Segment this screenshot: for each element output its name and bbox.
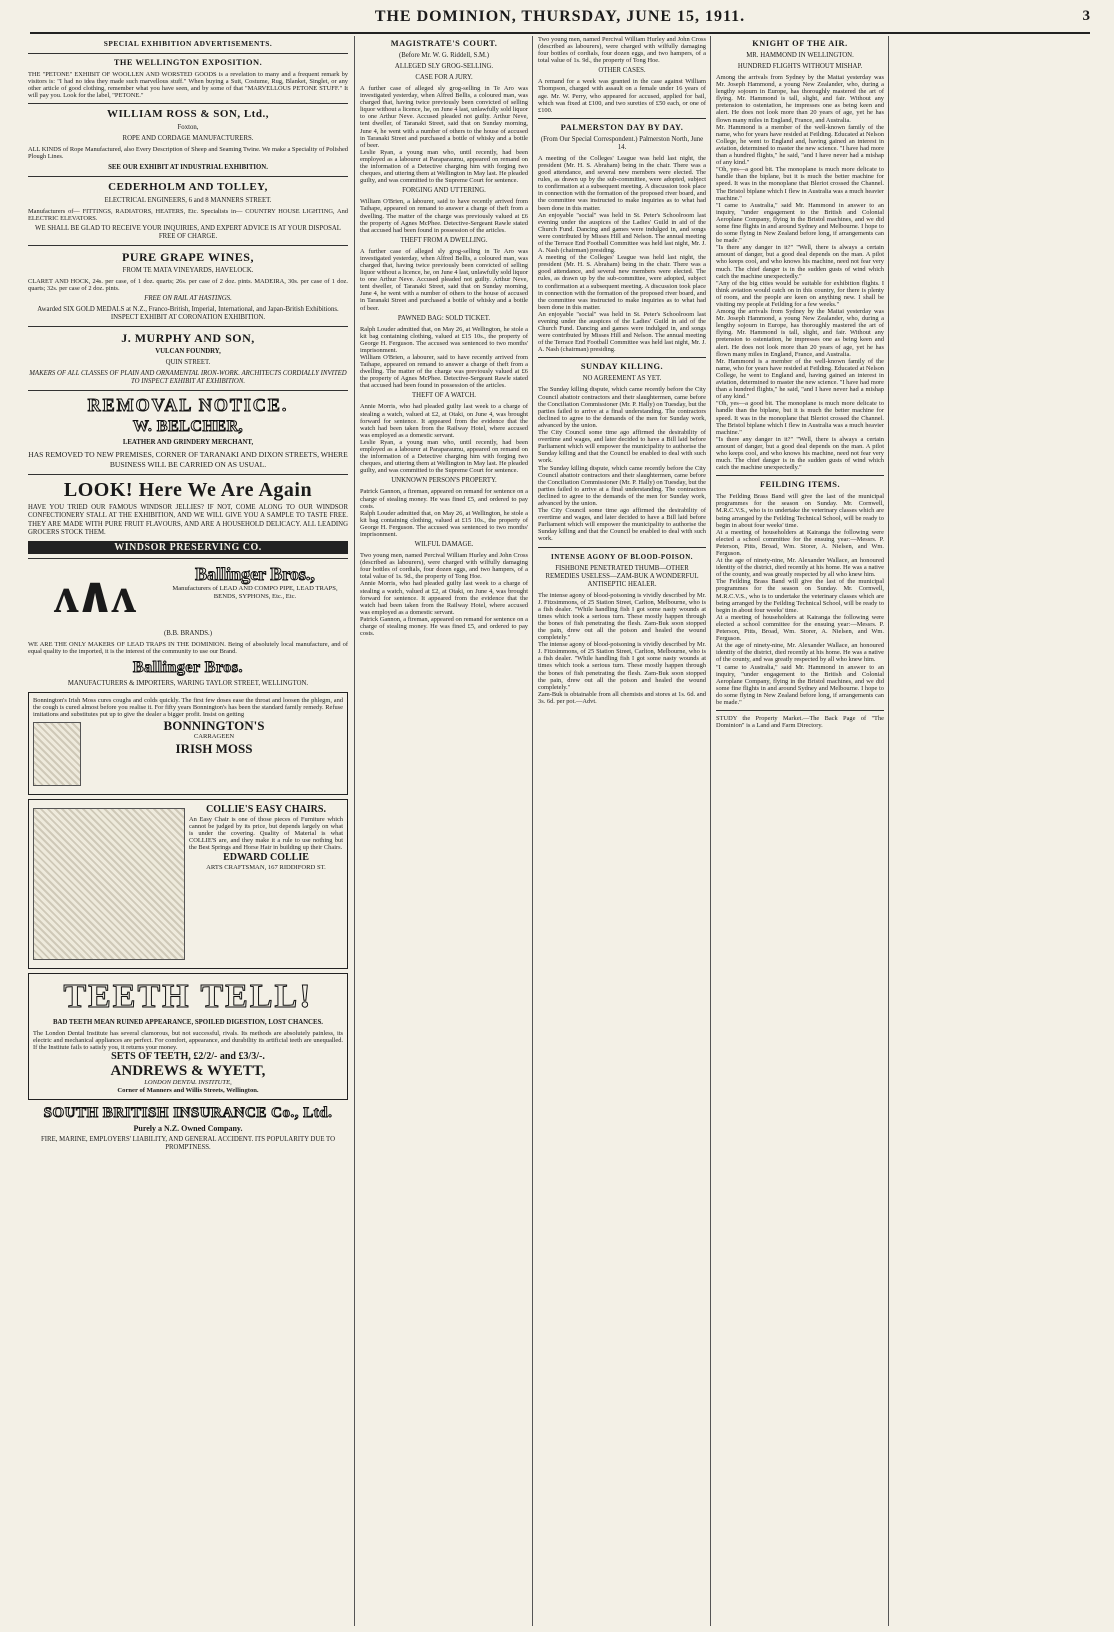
ballinger-body: Manufacturers of LEAD AND COMPO PIPE, LEAD TRAPS, BENDS, SYPHONS, Etc., Etc. bbox=[172, 584, 338, 600]
article-paragraph: At the age of ninety-nine, Mr. Alexander Wallace, an honoured identity of the district, died recently at his home. He was a native of the county, and was greatly respected by all who knew him. bbox=[716, 642, 884, 664]
grape-name: PURE GRAPE WINES, bbox=[122, 249, 254, 264]
murphy-body: MAKERS OF ALL CLASSES OF PLAIN AND ORNAMENTAL IRON-WORK. ARCHITECTS CORDIALLY INVITED TO INSPECT EXHIBIT AT EXHIBITION. bbox=[29, 369, 347, 385]
moss-name: BONNINGTON'S bbox=[163, 718, 265, 734]
article-paragraph: The Sunday killing dispute, which came recently before the City Council abattoir contractors and their slaughtermen, came before the Conciliation Commissioner (Mr. P. Hally) on Tuesday, but the parties failed to arrive at a final understanding. The contractors declined to agree to the demands of the men for Sunday work, advanced by the union. bbox=[538, 464, 706, 507]
moss-body: Bonnington's Irish Moss cures coughs and colds quickly. The first few doses ease the throat and loosen the phlegm, and the cough is cured almost before you realise it. For fifty years Bonnington's has been the standard family remedy. Refuse imitations and substitutes put up to give the dealer a bigger profit. Insist on getting bbox=[33, 696, 343, 718]
article-paragraph: Patrick Gannon, a fireman, appeared on remand for sentence on a charge of stealing money. He was fined £5, and ordered to pay costs. bbox=[360, 615, 528, 638]
cederholm-line: ELECTRICAL ENGINEERS, 6 and 8 MANNERS STREET. bbox=[104, 196, 272, 204]
article-paragraph: Leslie Ryan, a young man who, until recently, had been employed as a labourer at Paraparaumu, appeared on remand on the information of a Detective charging him with forging two cheques, and uttering them at Wellington in May last. He pleaded guilty, and was committed to the Supreme Court for sentence. bbox=[360, 148, 528, 185]
cederholm-body: Manufacturers of— FITTINGS, RADIATORS, HEATERS, Etc. Specialists in— COUNTRY HOUSE LIGHTING, And ELECTRIC ELEVATORS. bbox=[28, 207, 348, 222]
study-notice: STUDY the Property Market.—The Back Page of "The Dominion" is a Land and Farm Directory. bbox=[716, 715, 884, 730]
teeth-title: TEETH TELL! bbox=[63, 978, 313, 1016]
collie-title: COLLIE'S EASY CHAIRS. bbox=[206, 804, 326, 816]
belcher-body: HAS REMOVED TO NEW PREMISES, CORNER OF TARANAKI AND DIXON STREETS, WHERE BUSINESS WILL BE CARRIED ON AS USUAL. bbox=[28, 449, 348, 469]
masthead-title: THE DOMINION, THURSDAY, JUNE 15, 1911. bbox=[374, 8, 746, 25]
article-paragraph: "Any of the big cities would be suitable for exhibition flights. I think aviation would catch on in this country, for there is plenty of room, and the people are keen on anything new. I shall be visiting my people at Feilding for a few weeks." bbox=[716, 279, 884, 308]
article-paragraph: The intense agony of blood-poisoning is vividly described by Mr. J. Fitzsimmons, of 25 Station Street, Carlton, Melbourne, who is a fish dealer. "While handling fish I got some nasty wounds at times which took a serious turn. These mostly happen through the bones of fish penetrating the flesh. Zam-Buk soon stopped the pain, drew out all the poison and healed the wound completely." bbox=[538, 641, 706, 691]
article-paragraph: Patrick Gannon, a fireman, appeared on remand for sentence on a charge of stealing money. He was fined £5, and ordered to pay costs. bbox=[360, 488, 528, 510]
petone-ad: THE "PETONE" EXHIBIT OF WOOLLEN AND WORSTED GOODS is a revelation to many and a frequent remark by visitors is: "I had no idea they made such marvellous stuff." When buying a Suit, Costume, Rug, Blanket, Singlet, or any other article of good clothing, remember what you have seen, and by some of that "MARVELLOUS PETONE STUFF." It will pay you. Look for the label, "PETONE." bbox=[28, 71, 348, 100]
section-heading: SPECIAL EXHIBITION ADVERTISEMENTS. bbox=[103, 39, 273, 48]
article-paragraph: A further case of alleged sly grog-selling in Te Aro was investigated yesterday, when Alfred Bellis, a coloured man, was charged that, having twice previously been convicted of selling liquor without a licence, he, on June 4 last, unlawfully sold liquor to one Arthur Neve. Accused pleaded not guilty. Arthur Neve, tent dweller, of Taranaki Street, said that on Sunday morning, June 4, he went with a number of others to the house of accused in Taranaki Street and purchased a bottle of whisky and a bottle of beer. bbox=[360, 247, 528, 312]
teeth-foot: Corner of Manners and Willis Streets, Wellington. bbox=[117, 1087, 259, 1095]
collie-line: ARTS CRAFTSMAN, 167 RIDDIFORD ST. bbox=[206, 863, 326, 871]
windsor-name: WINDSOR PRESERVING CO. bbox=[28, 541, 348, 554]
look-body: HAVE YOU TRIED OUR FAMOUS WINDSOR JELLIES? IF NOT, COME ALONG TO OUR WINDSOR CONFECTIONERY STALL AT THE EXHIBITION, AND WE WILL GIVE YOU A SAMPLE TO TASTE FREE. THEY ARE MADE WITH PURE FRUIT FLAVOURS, AND ARE A HOUSEHOLD DELICACY. ALL LEADING GROCERS STOCK THEM. bbox=[28, 503, 348, 537]
person-heading: UNKNOWN PERSON'S PROPERTY. bbox=[391, 477, 497, 485]
grape-note: FREE ON RAIL AT HASTINGS. bbox=[144, 294, 232, 302]
knight-subheading: MR. HAMMOND IN WELLINGTON. bbox=[746, 52, 854, 59]
article-paragraph: "Oh, yes—a good bit. The monoplane is much more delicate to handle than the biplane, but it is much the better machine for speed. It was in the monoplane that Bleriot crossed the Channel. The Bristol biplane which I flew in Australia was a much heavier machine." bbox=[716, 400, 884, 436]
south-british-name: SOUTH BRITISH INSURANCE Co., Ltd. bbox=[43, 1105, 333, 1122]
article-paragraph: A further case of alleged sly grog-selling in Te Aro was investigated yesterday, when Alfred Bellis, a coloured man, was charged that, having twice previously been convicted of selling liquor without a licence, he, on June 4 last, unlawfully sold liquor to one Arthur Neve. Accused pleaded not guilty. Arthur Neve, tent dweller, of Taranaki Street, said that on Sunday morning, June 4, he went with a number of others to the house of accused in Taranaki Street and purchased a bottle of whisky and a bottle of beer. bbox=[360, 85, 528, 149]
article-paragraph: Ralph Louder admitted that, on May 26, at Wellington, he stole a kit bag containing clothing, valued at £15 10s., the property of George H. Ferguson. The accused was sentenced to two months' imprisonment. bbox=[360, 325, 528, 354]
belcher-line: LEATHER AND GRINDERY MERCHANT, bbox=[122, 438, 254, 446]
sunday-subheading: NO AGREEMENT AS YET. bbox=[582, 375, 662, 383]
sunday-heading: SUNDAY KILLING. bbox=[580, 362, 664, 372]
article-paragraph: A remand for a week was granted in the case against William Thompson, charged with assault on a female under 16 years of age. Mr. W. Perry, who appeared for accused, applied for bail, which was fixed at £100, and two sureties of £50 each, or one of £100. bbox=[538, 78, 706, 114]
intense-subheading: FISHBONE PENETRATED THUMB—OTHER REMEDIES USELESS—ZAM-BUK A WONDERFUL ANTISEPTIC HEALER. bbox=[545, 564, 699, 588]
ballinger-name-2: Ballinger Bros. bbox=[132, 658, 244, 676]
article-paragraph: The City Council some time ago affirmed the desirability of overtime and wages, and later decided to have a Bill laid before Parliament which will empower the municipality to authorise the Sunday killing and that the Council be enabled to deal with such work. bbox=[538, 429, 706, 465]
article-paragraph: Ralph Louder admitted that, on May 26, at Wellington, he stole a kit bag containing clothing, valued at £15 10s., the property of George H. Ferguson. The accused was sentenced to two months' imprisonment. bbox=[360, 509, 528, 538]
article-paragraph: "Is there any danger in it?" "Well, there is always a certain amount of danger, but a good deal depends on the man. A pilot who keeps cool, and who knows his machine, need not fear very much. The chief danger is in the sudden gusts of wind which catch the machine unexpectedly." bbox=[716, 435, 884, 472]
ballinger-name: Ballinger Bros., bbox=[195, 563, 315, 584]
murphy-line: VULCAN FOUNDRY, bbox=[155, 347, 221, 355]
article-paragraph: The intense agony of blood-poisoning is vividly described by Mr. J. Fitzsimmons, of 25 Station Street, Carlton, Melbourne, who is a fish dealer. "While handling fish I got some nasty wounds at times which took a serious turn. These mostly happen through the bones of fish penetrating the flesh. Zam-Buk soon stopped the pain, drew out all the poison and healed the wound completely." bbox=[538, 591, 706, 642]
collie-body: An Easy Chair is one of those pieces of Furniture which cannot be judged by its price, but depends largely on what is under the covering. Quality of Material is what COLLIE'S are, and they make it a rule to use nothing but the Best Springs and Horse Hair in building up their Chairs. bbox=[189, 816, 343, 852]
page-number: 3 bbox=[1082, 8, 1090, 24]
south-british-foot: FIRE, MARINE, EMPLOYERS' LIABILITY, AND GENERAL ACCIDENT. ITS POPULARITY DUE TO PROMPTNESS. bbox=[41, 1136, 335, 1152]
ross-name: WILLIAM ROSS & SON, Ltd., bbox=[107, 108, 269, 121]
article-paragraph: The Feilding Brass Band will give the last of the municipal programmes for the season on Sunday. Mr. Cornwell, M.R.C.V.S., who is to undertake the veterinary classes which are being arranged by the Feilding Technical School, will be ready to begin in about four weeks' time. bbox=[716, 578, 884, 614]
grape-line: FROM TE MATA VINEYARDS, HAVELOCK. bbox=[122, 266, 254, 274]
cederholm-foot: WE SHALL BE GLAD TO RECEIVE YOUR INQUIRIES, AND EXPERT ADVICE IS AT YOUR DISPOSAL FREE OF CHARGE. bbox=[35, 224, 341, 240]
article-paragraph: Among the arrivals from Sydney by the Maitai yesterday was Mr. Joseph Hammond, a young New Zealander, who, during a lengthy sojourn in Europe, has thoroughly mastered the art of flying. Mr. Hammond is tall, slight, and fair. Without any pretension to ostentation, he impresses one as being keen and alert. He does not look more than 20 years of age, yet he has flown many miles in England, France, and Australia. bbox=[716, 308, 884, 358]
murphy-name: J. MURPHY AND SON, bbox=[121, 330, 255, 345]
ross-line: ROPE AND CORDAGE MANUFACTURERS. bbox=[122, 135, 254, 143]
article-paragraph: Two young men, named Percival William Hurley and John Cross (described as labourers), were charged with wilfully damaging four bottles of cordials, four dozen eggs, and two hampers, of a total value of 1s. 9d., the property of Tong Hoe. bbox=[538, 36, 706, 65]
wilful-heading: WILFUL DAMAGE. bbox=[414, 541, 474, 549]
article-paragraph: A meeting of the Colleges' League was held last night, the president (Mr. H. S. Abraham) being in the chair. There was a good attendance, and several new members were elected. The rules, as drawn up by the sub-committee, were adopted, subject to confirmation at a subsequent meeting. A discussion took place in connection with the formation of the proposed river board, and the committee was instructed to make inquiries as to what had been done in this matter. bbox=[538, 254, 706, 311]
flights-heading: HUNDRED FLIGHTS WITHOUT MISHAP. bbox=[737, 63, 863, 70]
article-paragraph: Annie Morris, who had pleaded guilty last week to a charge of stealing a watch, valued at £2, at Otaki, on June 4, was brought forward for sentence. It appeared from the evidence that the watch had been taken from the Railway Hotel, where accused was employed as a domestic servant. bbox=[360, 580, 528, 616]
article-paragraph: Among the arrivals from Sydney by the Maitai yesterday was Mr. Joseph Hammond, a young New Zealander, who, during a lengthy sojourn in Europe, has thoroughly mastered the art of flying. Mr. Hammond is tall, slight, and fair. Without any pretension to ostentation, he impresses one as being keen and alert. He does not look more than 20 years of age, yet he has flown many miles in England, France, and Australia. bbox=[716, 74, 884, 124]
article-paragraph: The Sunday killing dispute, which came recently before the City Council abattoir contractors and their slaughtermen, came before the Conciliation Commissioner (Mr. P. Hally) on Tuesday, but the parties failed to arrive at a final understanding. The contractors declined to agree to the demands of the men for Sunday work, advanced by the union. bbox=[538, 386, 706, 429]
forging-heading: FORGING AND UTTERING. bbox=[402, 187, 486, 195]
ballinger-line: WE ARE THE ONLY MAKERS OF LEAD TRAPS IN THE DOMINION. Being of absolutely local manufacture, and of equal quality to the imported, it is the interest of the community to use our Brand. bbox=[28, 640, 348, 655]
south-british-line: Purely a N.Z. Owned Company. bbox=[133, 1124, 243, 1134]
article-paragraph: Zam-Buk is obtainable from all chemists and stores at 1s. 6d. and 3s. 6d. per pot.—Advt. bbox=[538, 690, 706, 705]
bb-logo-icon: ʌ∧ʌ bbox=[53, 566, 133, 623]
intense-heading: INTENSE AGONY OF BLOOD-POISON. bbox=[550, 552, 694, 561]
ross-foot: SEE OUR EXHIBIT AT INDUSTRIAL EXHIBITION. bbox=[108, 163, 268, 171]
article-paragraph: An enjoyable "social" was held in St. Peter's Schoolroom last evening under the auspices of the Ladies' Guild in aid of the Church Fund. Dancing and games were indulged in, and songs were contributed by Misses Hill and Nelson. The annual meeting of the Terrace End Football Committee was held last night, Mr. J. A. Nash (chairman) presiding. bbox=[538, 211, 706, 255]
look-title: LOOK! Here We Are Again bbox=[63, 478, 313, 501]
palmerston-subheading: (From Our Special Correspondent.) Palmerston North, June 14. bbox=[540, 135, 704, 151]
article-paragraph: At the age of ninety-nine, Mr. Alexander Wallace, an honoured identity of the district, died recently at his home. He was a native of the county, and was greatly respected by all who knew him. bbox=[716, 557, 884, 579]
court-subheading: (Before Mr. W. G. Riddell, S.M.) bbox=[398, 52, 490, 59]
teeth-name: ANDREWS & WYETT, bbox=[110, 1063, 266, 1080]
article-paragraph: At a meeting of householders at Kairanga the following were elected a school committee for the ensuing year:—Messrs. P. Peterson, Pitts, Broad, Wm. Storer, A. Nielsen, and Wm. Ferguson. bbox=[716, 528, 884, 557]
grape-foot: Awarded SIX GOLD MEDALS at N.Z., Franco-British, Imperial, International, and Japan-British Exhibitions. INSPECT EXHIBIT AT CORONATION EXHIBITION. bbox=[37, 305, 339, 321]
article-paragraph: "I came to Australia," said Mr. Hammond in answer to an inquiry, "under engagement to the British and Colonial Aeroplane Company, flying in the Bristol machines, and we did some fine flights in and around Sydney and Melbourne. I hope to do some flying in New Zealand before long, if arrangements can be made." bbox=[716, 663, 884, 706]
murphy-place: QUIN STREET. bbox=[165, 358, 211, 366]
ross-place: Foxton, bbox=[177, 124, 199, 132]
theft-heading: THEFT FROM A DWELLING. bbox=[400, 236, 488, 244]
palmerston-heading: PALMERSTON DAY BY DAY. bbox=[560, 122, 684, 132]
article-paragraph: "Oh, yes—a good bit. The monoplane is much more delicate to handle than the biplane, but it is much the better machine for speed. It was in the monoplane that Bleriot crossed the Channel. The Bristol biplane which I flew in Australia was a much heavier machine." bbox=[716, 166, 884, 202]
teeth-sets: SETS OF TEETH, £2/2/- and £3/3/-. bbox=[111, 1051, 265, 1063]
belcher-name: W. BELCHER, bbox=[132, 417, 244, 435]
article-paragraph: A meeting of the Colleges' League was held last night, the president (Mr. H. S. Abraham) being in the chair. There was a good attendance, and several new members were elected. The rules, as drawn up by the sub-committee, were adopted, subject to confirmation at a subsequent meeting. A discussion took place in connection with the formation of the proposed river board, and the committee was instructed to make inquiries as to what had been done in this matter. bbox=[538, 154, 706, 212]
article-paragraph: William O'Brien, a labourer, said to have recently arrived from Taihape, appeared on remand to answer a charge of theft from a dwelling. The matter of the charge was previously valued at £6 the property of Agnes McPhee. Detective-Sergeant Rawle stated that accused had been found in possession of the articles. bbox=[360, 354, 528, 390]
article-paragraph: "Is there any danger in it?" "Well, there is always a certain amount of danger, but a good deal depends on the man. A pilot who keeps cool, and who knows his machine, need not fear very much. The chief danger is in the sudden gusts of wind which catch the machine unexpectedly." bbox=[716, 244, 884, 280]
article-paragraph: Mr. Hammond is a member of the well-known family of the name, who for years have resided at Feilding. Educated at Nelson College, he went to England and, having gained an interest in aviation, determined to master the new science. "I have had more than a hundred flights," he said, "and I have never had a mishap of any kind." bbox=[716, 357, 884, 401]
article-paragraph: Mr. Hammond is a member of the well-known family of the name, who for years have resided at Feilding. Educated at Nelson College, he went to England and, having gained an interest in aviation, determined to master the new science. "I have had more than a hundred flights," he said, "and I have never had a mishap of any kind." bbox=[716, 123, 884, 167]
teeth-body: The London Dental Institute has several clamorous, but not successful, rivals. Its methods are absolutely painless, its electric and mechanical appliances are perfect. For comfort, appearance, and durability its artificial teeth are unequalled. If the Institute fails to satisfy you, it returns your money. bbox=[33, 1030, 343, 1052]
moss-sub: CARRAGEEN bbox=[193, 733, 235, 741]
moss-name-2: IRISH MOSS bbox=[175, 741, 253, 757]
exposition-heading: THE WELLINGTON EXPOSITION. bbox=[113, 58, 263, 67]
pawned-heading: PAWNED BAG: SOLD TICKET. bbox=[397, 314, 491, 322]
article-paragraph: Leslie Ryan, a young man who, until recently, had been employed as a labourer at Paraparaumu, appeared on remand on the information of a Detective charging him with forging two cheques, and uttering them at Wellington in May last. He pleaded guilty, and was committed to the Supreme Court for sentence. bbox=[360, 438, 528, 475]
ballinger-foot: MANUFACTURERS & IMPORTERS, WARING TAYLOR STREET, WELLINGTON. bbox=[67, 679, 309, 687]
teeth-line: BAD TEETH MEAN RUINED APPEARANCE, SPOILED DIGESTION, LOST CHANCES. bbox=[53, 1019, 323, 1027]
article-paragraph: An enjoyable "social" was held in St. Peter's Schoolroom last evening under the auspices of the Ladies' Guild in aid of the Church Fund. Dancing and games were indulged in, and songs were contributed by Misses Hill and Nelson. The annual meeting of the Terrace End Football Committee was held last night, Mr. J. A. Nash (chairman) presiding. bbox=[538, 310, 706, 354]
removal-title: REMOVAL NOTICE. bbox=[87, 394, 289, 415]
sly-grog-heading: ALLEGED SLY GROG-SELLING. bbox=[394, 63, 494, 70]
article-paragraph: The City Council some time ago affirmed the desirability of overtime and wages, and later decided to have a Bill laid before Parliament which will empower the municipality to authorise the Sunday killing and that the Council be enabled to deal with such work. bbox=[538, 507, 706, 543]
watch-heading: THEFT OF A WATCH. bbox=[412, 392, 476, 400]
article-paragraph: At a meeting of householders at Kairanga the following were elected a school committee for the ensuing year:—Messrs. P. Peterson, Pitts, Broad, Wm. Storer, A. Nielsen, and Wm. Ferguson. bbox=[716, 613, 884, 643]
collie-name: EDWARD COLLIE bbox=[223, 851, 309, 863]
teeth-sub: LONDON DENTAL INSTITUTE, bbox=[144, 1079, 232, 1087]
cederholm-name: CEDERHOLM AND TOLLEY, bbox=[108, 180, 268, 193]
article-paragraph: The Feilding Brass Band will give the last of the municipal programmes for the season on Sunday. Mr. Cornwell, M.R.C.V.S., who is to undertake the veterinary classes which are being arranged by the Feilding Technical School, will be ready to begin in about four weeks' time. bbox=[716, 493, 884, 529]
ross-body: ALL KINDS of Rope Manufactured, also Every Description of Sheep and Seaming Twine. We make a Speciality of Polished Plough Lines. bbox=[28, 146, 348, 161]
article-paragraph: Two young men, named Percival William Hurley and John Cross (described as labourers), were charged with wilfully damaging four bottles of cordials, four dozen eggs, and two hampers, of a total value of 1s. 9d., the property of Tong Hoe. bbox=[360, 552, 528, 581]
article-paragraph: William O'Brien, a labourer, said to have recently arrived from Taihape, appeared on remand to answer a charge of theft from a dwelling. The matter of the charge was previously valued at £6 the property of Agnes McPhee. Detective-Sergeant Rawle stated that accused had been found in possession of the articles. bbox=[360, 198, 528, 234]
article-paragraph: "I came to Australia," said Mr. Hammond in answer to an inquiry, "under engagement to the British and Colonial Aeroplane Company, flying in the Bristol machines, and we did some fine flights in and around Sydney and Melbourne. I hope to do some flying in New Zealand before long, if arrangements can be made." bbox=[716, 201, 884, 245]
ballinger-brand: (B.B. BRANDS.) bbox=[164, 629, 212, 637]
jury-heading: CASE FOR A JURY. bbox=[415, 74, 473, 81]
grape-body: CLARET AND HOCK, 24s. per case, of 1 doz. quarts; 26s. per case of 2 doz. pints. MADEIRA, 30s. per case of 1 doz. quarts; 32s. per case of 2 doz. pints. bbox=[28, 277, 348, 292]
knight-heading: KNIGHT OF THE AIR. bbox=[752, 39, 848, 48]
other-cases-heading: OTHER CASES. bbox=[598, 67, 646, 75]
feilding-heading: FEILDING ITEMS. bbox=[759, 480, 841, 490]
court-heading: MAGISTRATE'S COURT. bbox=[390, 39, 498, 48]
article-paragraph: Annie Morris, who had pleaded guilty last week to a charge of stealing a watch, valued at £2, at Otaki, on June 4, was brought forward for sentence. It appeared from the evidence that the watch had been taken from the Railway Hotel, where accused was employed as a domestic servant. bbox=[360, 403, 528, 439]
